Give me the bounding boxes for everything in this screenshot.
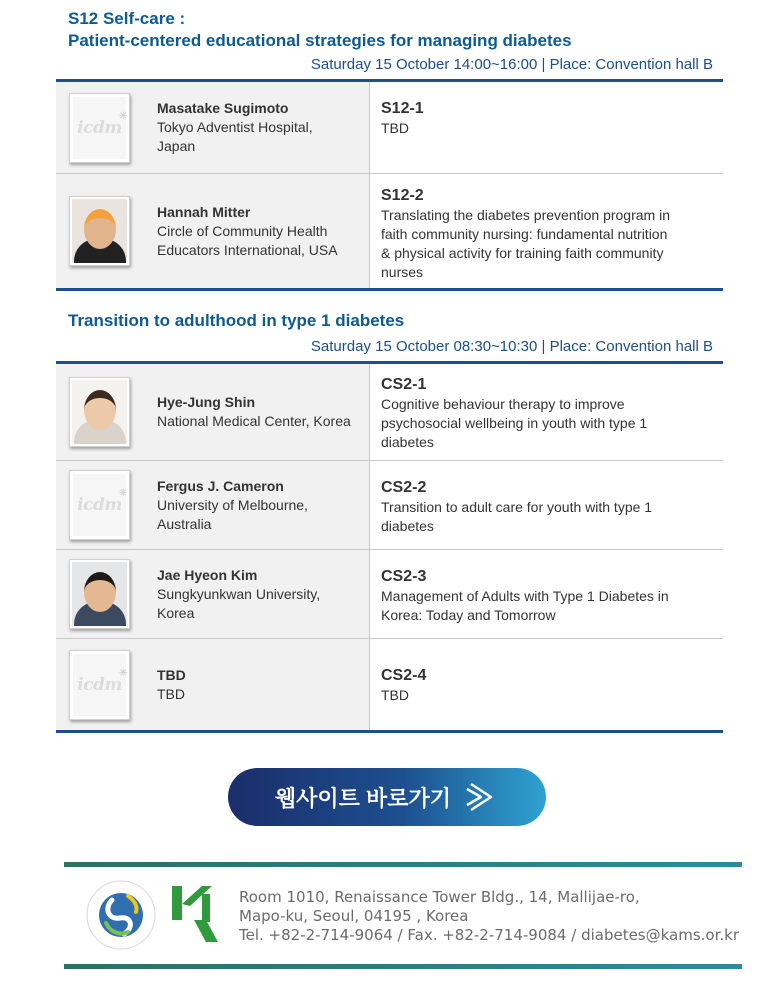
talk-title: TBD: [381, 120, 409, 136]
speaker-affiliation: Korea: [157, 604, 195, 621]
session-subtitle: Patient-centered educational strategies for managing diabetes: [68, 31, 572, 50]
speaker-photo: [69, 377, 130, 447]
table-row: [56, 460, 723, 549]
speaker-cell: [56, 174, 370, 288]
korean-diabetes-association-logo: [172, 884, 222, 944]
speaker-name: Masatake Sugimoto: [157, 100, 289, 116]
speaker-cell: [56, 82, 370, 173]
talk-title: faith community nursing: fundamental nutrition: [381, 226, 668, 242]
icdm-logo-icon: icdm ✳: [77, 488, 127, 515]
speaker-photo: [69, 559, 130, 629]
table-row: [56, 82, 723, 173]
speaker-affiliation: Sungkyunkwan University,: [157, 585, 321, 602]
session-s12: [56, 8, 723, 291]
speaker-affiliation: Japan: [157, 138, 196, 154]
table-row: [56, 638, 723, 730]
session-title: Transition to adulthood in type 1 diabetes: [68, 311, 405, 330]
talk-cell: [370, 461, 723, 549]
contact-line: Tel. +82-2-714-9064 / Fax. +82-2-714-9084 / diabetes@kams.or.kr: [239, 926, 740, 944]
talk-code: S12-1: [381, 100, 424, 117]
website-link-label: 웹사이트 바로가기: [274, 785, 452, 811]
divider: [56, 730, 723, 733]
talk-cell: [370, 364, 723, 460]
icdm-logo-placeholder: [69, 470, 130, 540]
talk-title: Management of Adults with Type 1 Diabetes in: [381, 588, 669, 604]
table-row: [56, 549, 723, 638]
talk-cell: [370, 639, 723, 730]
talk-cell: [370, 550, 723, 638]
icdm-logo-placeholder: [69, 650, 130, 720]
speaker-photo: [69, 196, 130, 266]
address-line: Room 1010, Renaissance Tower Bldg., 14, Mallijae-ro,: [239, 888, 640, 906]
speaker-cell: [56, 550, 370, 638]
speaker-affiliation: National Medical Center, Korea: [157, 413, 351, 429]
icdm-logo-icon: icdm ✳: [77, 110, 127, 138]
talk-title: & physical activity for training faith community: [381, 245, 664, 261]
divider: [56, 288, 723, 291]
speaker-affiliation: University of Melbourne,: [157, 496, 308, 513]
chevron-right-icon: [465, 780, 499, 814]
session-time-place: Saturday 15 October 08:30~10:30 | Place: Convention hall B: [310, 338, 713, 355]
icdm-logo-icon: icdm ✳: [77, 667, 127, 695]
speaker-name: TBD: [157, 666, 186, 683]
talk-title: psychosocial wellbeing in youth with type 1: [381, 415, 648, 431]
speaker-name: Hannah Mitter: [157, 203, 251, 220]
speaker-affiliation: Australia: [157, 515, 212, 532]
footer-address: [239, 888, 739, 945]
icdm-logo-placeholder: [69, 93, 130, 163]
speaker-affiliation: Circle of Community Health: [157, 222, 328, 239]
talk-title: Transition to adult care for youth with type 1: [381, 499, 653, 515]
session-title: S12 Self-care :: [68, 9, 186, 28]
session-cs2: [56, 310, 723, 733]
talk-title: diabetes: [381, 518, 434, 534]
footer-divider: [64, 964, 742, 969]
speaker-affiliation: Tokyo Adventist Hospital,: [157, 119, 313, 135]
diabetes-foundation-logo: [84, 878, 158, 952]
table-row: [56, 364, 723, 460]
website-link-button[interactable]: [228, 768, 546, 826]
talk-code: CS2-3: [381, 568, 427, 585]
talk-code: CS2-4: [381, 667, 427, 684]
talk-title: TBD: [381, 687, 409, 703]
talk-cell: [370, 174, 723, 288]
session-time-place: Saturday 15 October 14:00~16:00 | Place: Convention hall B: [310, 56, 713, 73]
address-line: Mapo-ku, Seoul, 04195 , Korea: [239, 907, 469, 925]
speaker-name: Fergus J. Cameron: [157, 477, 284, 494]
talk-title: Translating the diabetes prevention program in: [381, 207, 670, 223]
speaker-name: Jae Hyeon Kim: [157, 566, 258, 583]
speaker-affiliation: TBD: [157, 685, 185, 702]
speaker-affiliation: Educators International, USA: [157, 241, 338, 258]
talk-code: CS2-2: [381, 479, 427, 496]
speaker-cell: [56, 364, 370, 460]
table-row: [56, 173, 723, 288]
talk-code: CS2-1: [381, 376, 427, 393]
talk-title: Korea: Today and Tomorrow: [381, 607, 556, 623]
footer-divider: [64, 862, 742, 867]
talk-cell: [370, 82, 723, 173]
speaker-cell: [56, 461, 370, 549]
talk-code: S12-2: [381, 187, 424, 204]
talk-title: nurses: [381, 264, 424, 280]
speaker-name: Hye-Jung Shin: [157, 394, 256, 410]
footer: [64, 868, 742, 966]
talk-title: Cognitive behaviour therapy to improve: [381, 396, 625, 412]
talk-title: diabetes: [381, 434, 434, 450]
speaker-cell: [56, 639, 370, 730]
